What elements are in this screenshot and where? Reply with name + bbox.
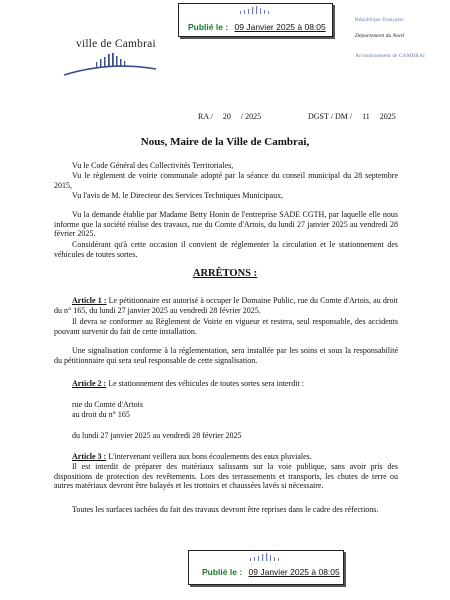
dgst-number: 11 [362,112,370,121]
city-skyline-icon [236,5,276,15]
ra-reference [198,112,269,121]
logo-text: ville de Cambrai [76,38,156,50]
arrondissement-label: Arrondissement de CAMBRAI [355,53,425,59]
ra-year: / 2025 [240,112,262,121]
article-3-paragraph-2: Il est interdit de préparer des matériaux salissants sur la voie publique, sans avoir pris des dispositions de protection des revêtements. Lors des terrassements et transports, les chutes de terre ou autres matériaux devront être balayés et les trottoirs et chaussées lavés si nécessaire. [54,462,398,490]
stamp-label: Publié le : [202,567,243,577]
stamp-date: 09 Janvier 2025 à 08:05 [234,22,326,32]
demande-paragraph: Vu la demande établie par Madame Betty Honin de l'entreprise SADE CGTH, par laquelle elle nous informe que la société réalise des travaux, rue du Comte d'Artois, du lundi 27 janvier 2025 au vendredi 28 février 2025. [54,210,398,238]
article-1-label: Article 1 : [72,296,107,305]
publication-stamp-bottom [188,550,344,585]
administrative-header [355,17,447,60]
publication-line [188,22,326,32]
city-skyline-icon [246,552,286,562]
city-skyline-logo-icon [60,53,160,77]
article-1-paragraph-3: Une signalisation conforme à la réglementation, sera installée par les soins et sous la responsabilité du pétitionnaire qui sera seul responsable de cette signalisation. [54,346,398,365]
city-logo [60,38,160,78]
ra-prefix: RA / [198,112,213,121]
ra-number: 20 [222,112,231,121]
vu-reglement: Vu le règlement de voirie communale adopté par la séance du conseil municipal du 28 septembre 2015, [54,171,398,190]
vu-code: Vu le Code Général des Collectivités Territoriales, [72,161,234,170]
dgst-prefix: DGST / DM / [308,112,353,121]
article-1-text: Le pétitionnaire est autorisé à occuper le Domaine Public, rue du Comte d'Artois, au droit du n° 165, du lundi 27 janvier 2025 au vendredi 28 février 2025. [54,296,398,315]
dgst-reference [308,112,404,121]
article-3-text: L'intervenant veillera aux bons écoulements des eaux pluviales. [106,452,312,461]
document-title: Nous, Maire de la Ville de Cambrai, [140,136,310,148]
publication-stamp-top [178,3,333,37]
considerant-paragraph: Considérant qu'à cette occasion il convient de réglementer la circulation et le stationnement des véhicules de toutes sortes. [54,240,398,259]
article-3-label: Article 3 : [72,452,107,461]
stamp-label: Publié le : [188,22,229,32]
article-2-text: Le stationnement des véhicules de toutes sortes sera interdit : [106,379,304,388]
article-1 [54,296,398,315]
article-2-number: au droit du n° 165 [72,410,130,419]
article-3 [54,452,398,462]
republique-label: République Française [355,17,404,23]
article-2 [54,379,398,389]
publication-line [202,567,340,577]
arretons-heading: ARRÊTONS : [192,268,258,279]
article-2-label: Article 2 : [72,379,107,388]
dgst-year: 2025 [379,112,396,121]
stamp-date: 09 Janvier 2025 à 08:05 [248,567,340,577]
departement-label: Département du Nord [355,33,404,39]
vu-avis: Vu l'avis de M. le Directeur des Services Techniques Municipaux, [72,191,284,200]
article-2-period: du lundi 27 janvier 2025 au vendredi 28 février 2025 [72,431,242,440]
article-3-paragraph-3: Toutes les surfaces tachées du fait des travaux devront être reprises dans le cadre des réfections. [72,505,379,514]
article-1-paragraph-2: Il devra se conformer au Règlement de Voirie en vigueur et restera, seul responsable, des accidents pouvant survenir du fait de cette installation. [54,317,398,336]
article-2-street: rue du Comte d'Artois [72,400,143,409]
